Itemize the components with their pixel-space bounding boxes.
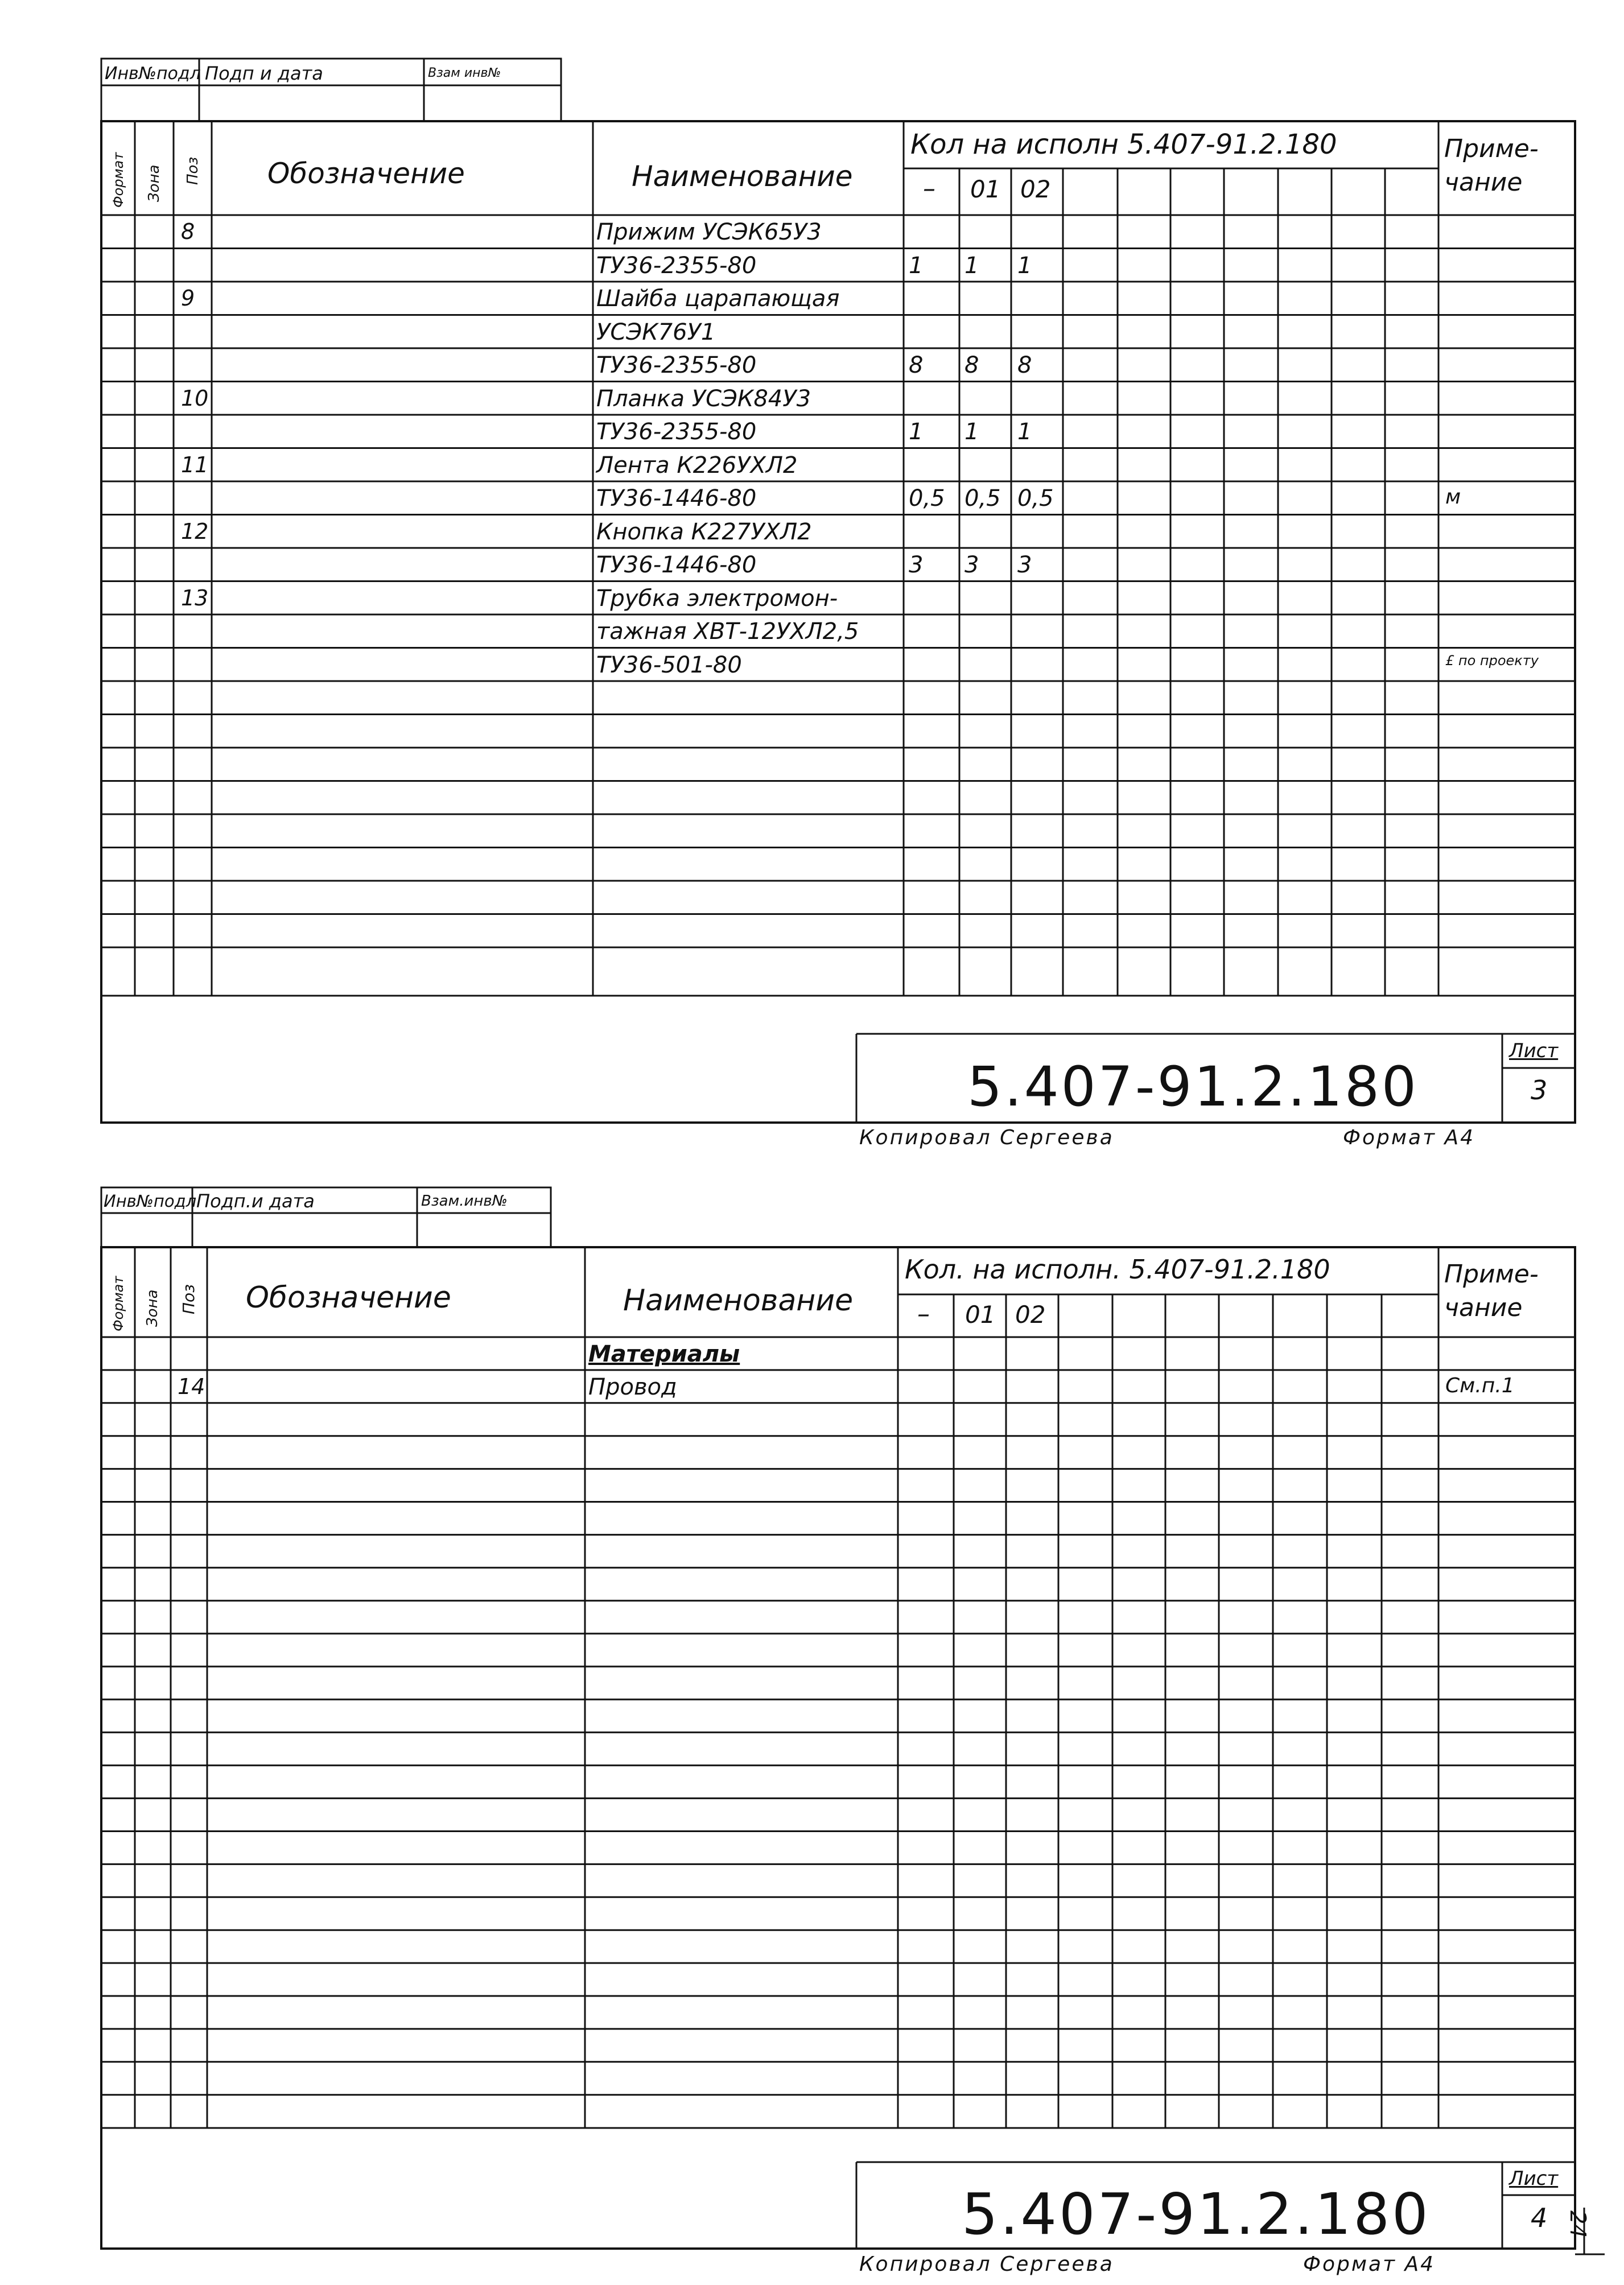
row-qty-02: 1 (1017, 419, 1032, 445)
row-qty-01: 0,5 (964, 485, 1001, 512)
row-position: 9 (181, 286, 195, 311)
row-name: ТУ36-1446-80 (596, 485, 757, 512)
stamp-inv-header: Инв№подл (104, 1191, 197, 1211)
stamp-inv-header: Инв№подл (105, 64, 201, 84)
row-position: 10 (181, 385, 209, 411)
row-name: ТУ36-501-80 (596, 651, 742, 678)
title-block-sheet-number: 3 (1531, 1075, 1548, 1106)
row-qty-01: 3 (964, 552, 979, 578)
footer-format: Формат А4 (1343, 1126, 1475, 1149)
col-header-qty-02: 02 (1015, 1301, 1046, 1329)
row-qty-base: 1 (909, 419, 924, 445)
stamp-replace-inv-header: Взам инв№ (428, 66, 501, 80)
row-note: См.п.1 (1445, 1374, 1515, 1397)
col-header-pos: Поз (179, 1284, 198, 1314)
stamp-replace-inv-header: Взам.инв№ (421, 1193, 508, 1210)
row-name: ТУ36-1446-80 (596, 552, 757, 578)
col-header-name: Наименование (632, 160, 853, 193)
row-name: Кнопка К227УХЛ2 (596, 518, 812, 545)
col-header-format: Формат (110, 1276, 126, 1331)
row-position: 11 (181, 452, 209, 477)
row-name: Прижим УСЭК65У3 (596, 219, 822, 245)
row-qty-base: 1 (909, 252, 924, 279)
stamp-sign-date-header: Подп.и дата (196, 1190, 315, 1212)
row-qty-01: 1 (964, 252, 979, 279)
col-header-name: Наименование (623, 1284, 854, 1318)
col-header-qty-01: 01 (970, 175, 1001, 203)
row-name: Лента К226УХЛ2 (596, 452, 798, 479)
spec-sheet-4 (0, 1166, 1624, 2285)
col-header-note: Приме-чание (1444, 134, 1539, 197)
col-header-qty-group: Кол на исполн 5.407-91.2.180 (910, 129, 1337, 160)
row-name: Материалы (588, 1341, 740, 1367)
row-name: УСЭК76У1 (596, 319, 716, 345)
row-qty-base: 8 (909, 352, 924, 378)
row-name: тажная ХВТ-12УХЛ2,5 (596, 618, 859, 645)
col-header-zone: Зона (144, 1289, 161, 1327)
row-name: Провод (588, 1374, 677, 1400)
title-block-sheet-label: Лист (1509, 1040, 1559, 1062)
footer-copied-by: Копировал Сергеева (859, 1126, 1114, 1149)
col-header-qty-base: – (917, 1300, 930, 1329)
col-header-qty-group: Кол. на исполн. 5.407-91.2.180 (905, 1254, 1330, 1285)
footer-format: Формат А4 (1303, 2253, 1436, 2276)
col-header-zone: Зона (146, 164, 163, 202)
col-header-qty-base: – (923, 174, 935, 203)
row-name: Шайба царапающая (596, 286, 840, 312)
col-header-designation: Обозначение (246, 1281, 451, 1315)
row-position: 12 (181, 518, 209, 544)
row-position: 8 (181, 219, 195, 244)
col-header-note: Приме-чание (1444, 1260, 1539, 1323)
row-name: Трубка электромон- (596, 585, 838, 612)
title-block-doc-number: 5.407-91.2.180 (962, 2181, 1431, 2247)
row-name: ТУ36-2355-80 (596, 252, 757, 279)
row-qty-01: 8 (964, 352, 979, 378)
row-qty-02: 1 (1017, 252, 1032, 279)
row-position: 13 (181, 585, 209, 611)
col-header-format: Формат (110, 152, 126, 208)
stamp-sign-date-header: Подп и дата (205, 63, 323, 84)
col-header-pos: Поз (184, 156, 201, 185)
row-note: м (1445, 485, 1461, 509)
row-qty-base: 0,5 (909, 485, 945, 512)
row-name: Планка УСЭК84У3 (596, 385, 811, 412)
col-header-qty-01: 01 (965, 1301, 996, 1329)
row-note: £ по проекту (1445, 652, 1539, 669)
row-qty-02: 0,5 (1017, 485, 1054, 512)
col-header-designation: Обозначение (267, 157, 465, 190)
row-qty-02: 3 (1017, 552, 1032, 578)
title-block-sheet-label: Лист (1509, 2167, 1559, 2190)
footer-copied-by: Копировал Сергеева (859, 2253, 1114, 2276)
row-position: 14 (178, 1374, 205, 1399)
title-block-sheet-number: 4 (1531, 2202, 1548, 2233)
row-qty-01: 1 (964, 419, 979, 445)
row-name: ТУ36-2355-80 (596, 352, 757, 378)
col-header-qty-02: 02 (1020, 175, 1051, 203)
title-block-doc-number: 5.407-91.2.180 (967, 1055, 1419, 1119)
row-qty-base: 3 (909, 552, 924, 578)
sheet-4-grid (0, 1166, 1624, 2285)
row-qty-02: 8 (1017, 352, 1032, 378)
margin-page-mark: 24 (1565, 2210, 1590, 2238)
row-name: ТУ36-2355-80 (596, 419, 757, 445)
